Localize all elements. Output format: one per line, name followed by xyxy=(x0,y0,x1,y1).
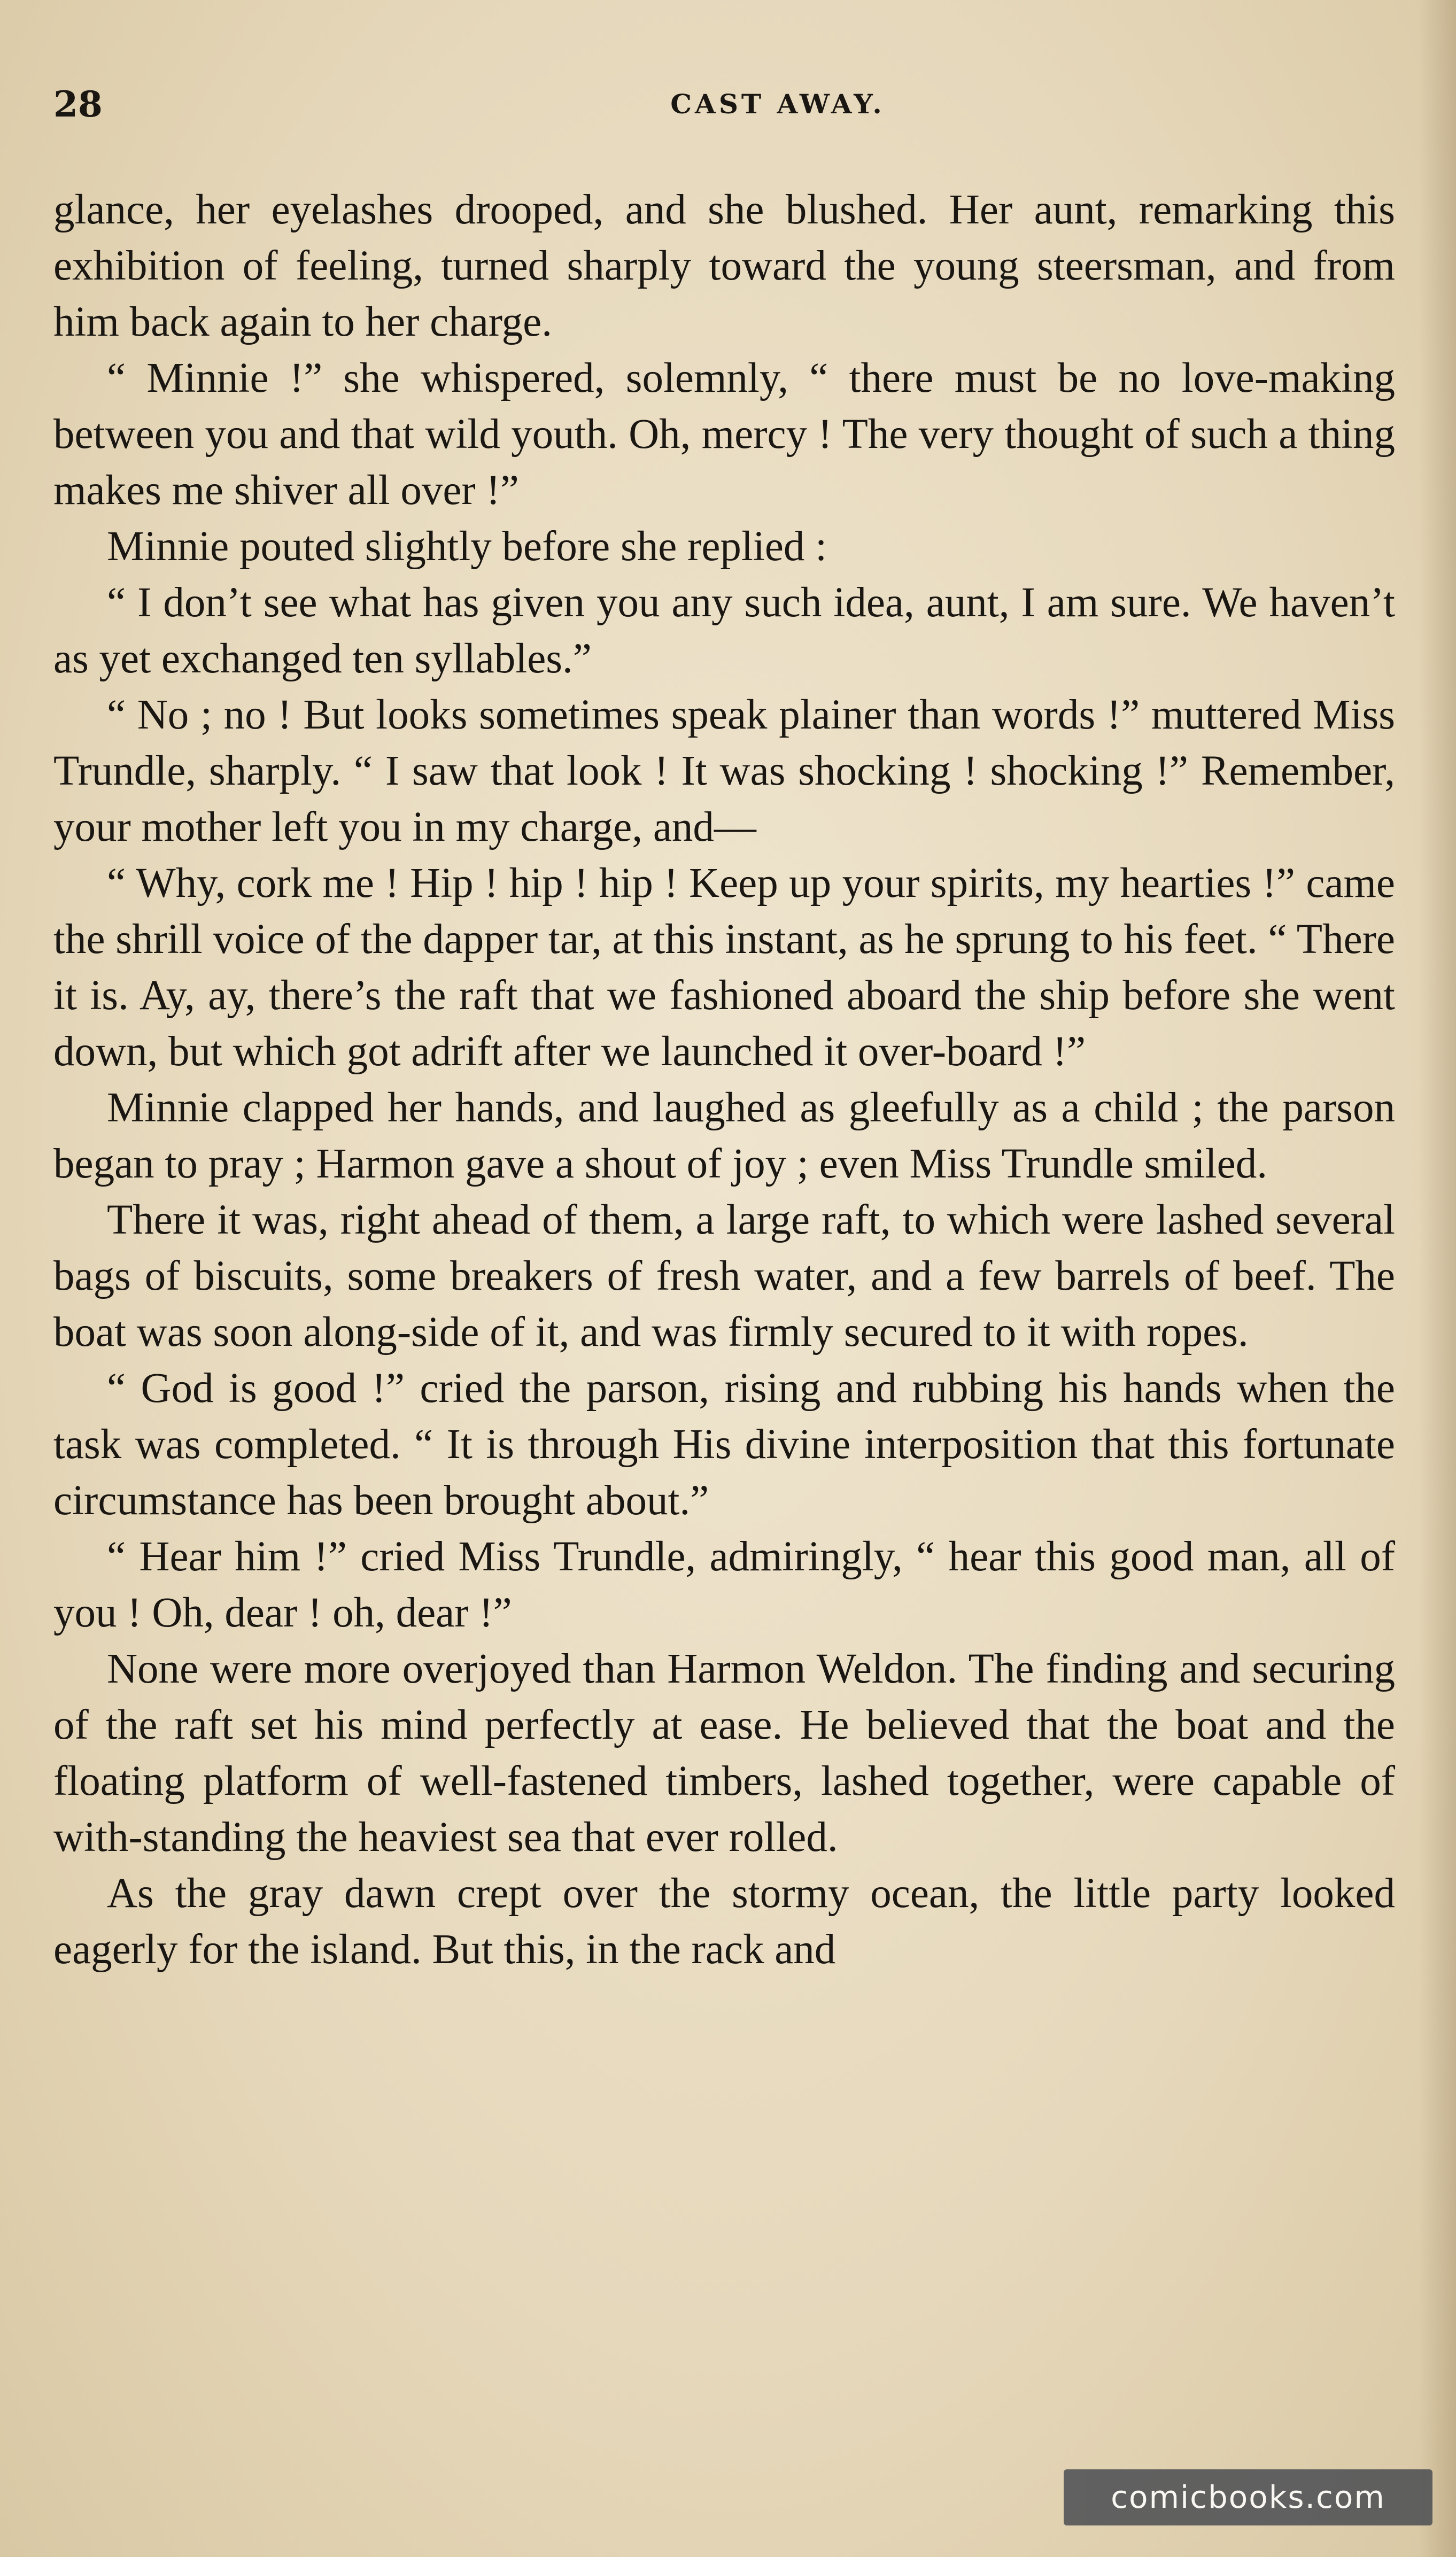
paragraph: Minnie clapped her hands, and laughed as gleefully as a child ; the parson began to pray ; Harmon gave a shout of joy ; even Miss Trundle smiled. xyxy=(53,1084,1395,1187)
paragraph: “ Minnie !” she whispered, solemnly, “ there must be no love-making between you and that wild youth. Oh, mercy ! The very thought of such a thing makes me shiver all over !” xyxy=(53,355,1395,514)
paragraph: “ No ; no ! But looks sometimes speak plainer than words !” muttered Miss Trundle, sharply. “ I saw that look ! It was shocking ! shocking !” Remember, your mother left you in my charge, and— xyxy=(53,692,1395,850)
paragraph: Minnie pouted slightly before she replied : xyxy=(107,523,827,570)
body-text xyxy=(53,182,1395,1978)
watermark: comicbooks.com xyxy=(1064,2469,1432,2525)
paragraph: None were more overjoyed than Harmon Weldon. The finding and securing of the raft set his mind perfectly at ease. He believed that the boat and the floating platform of well-fastened timbers, lashed together, were capable of with-standing the heaviest sea that ever rolled. xyxy=(53,1646,1395,1861)
paragraph: There it was, right ahead of them, a large raft, to which were lashed several bags of biscuits, some breakers of fresh water, and a few barrels of beef. The boat was soon along-side of it, and was firmly secured to it with ropes. xyxy=(53,1197,1395,1355)
page-number: 28 xyxy=(53,83,103,125)
page-edge-shadow xyxy=(1419,0,1456,2557)
paragraph: “ Hear him !” cried Miss Trundle, admiringly, “ hear this good man, all of you ! Oh, dear ! oh, dear !” xyxy=(53,1533,1395,1636)
page-header xyxy=(53,80,1395,128)
paragraph: As the gray dawn crept over the stormy ocean, the little party looked eagerly for the island. But this, in the rack and xyxy=(53,1870,1395,1973)
paragraph: “ Why, cork me ! Hip ! hip ! hip ! Keep up your spirits, my hearties !” came the shrill voice of the dapper tar, at this instant, as he sprung to his feet. “ There it is. Ay, ay, there’s the raft that we fashioned aboard the ship before she went down, but which got adrift after we launched it over-board !” xyxy=(53,860,1395,1075)
paragraph: glance, her eyelashes drooped, and she blushed. Her aunt, remarking this exhibition of feeling, turned sharply toward the young steersman, and from him back again to her charge. xyxy=(53,187,1395,345)
paragraph: “ I don’t see what has given you any such idea, aunt, I am sure. We haven’t as yet exchanged ten syllables.” xyxy=(53,579,1395,682)
running-head: CAST AWAY. xyxy=(670,88,885,120)
paragraph: “ God is good !” cried the parson, rising and rubbing his hands when the task was completed. “ It is through His divine interposition that this fortunate circumstance has been brought about.” xyxy=(53,1365,1395,1524)
